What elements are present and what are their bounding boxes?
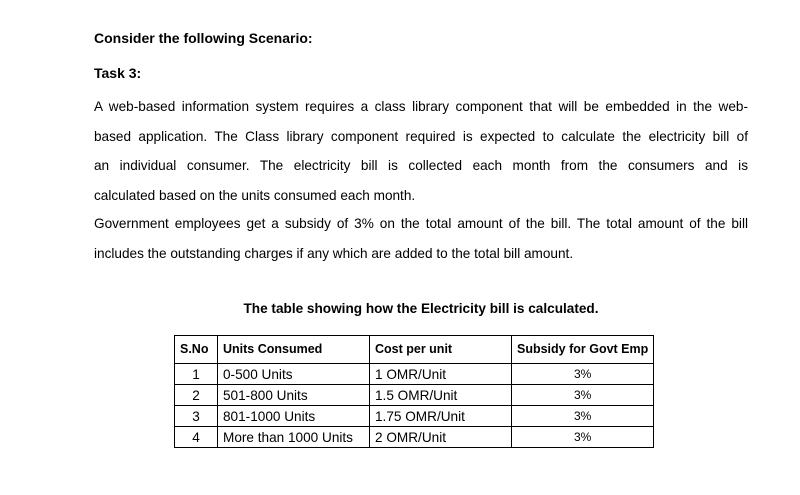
header-cost-per-unit: Cost per unit	[370, 336, 512, 364]
cell-units: 801-1000 Units	[218, 406, 370, 427]
cell-units: 0-500 Units	[218, 364, 370, 385]
paragraph-line: calculated based on the units consumed each month.	[94, 187, 416, 203]
cell-sno: 3	[175, 406, 218, 427]
cell-units: 501-800 Units	[218, 385, 370, 406]
paragraph-line: A web-based information system requires a class library component that will be embedded in the web-	[94, 99, 748, 114]
cell-cost: 1 OMR/Unit	[370, 364, 512, 385]
cell-subsidy: 3%	[512, 385, 654, 406]
cell-cost: 2 OMR/Unit	[370, 427, 512, 448]
subsidy-paragraph	[94, 209, 748, 268]
table-row	[175, 406, 654, 427]
table-row	[175, 385, 654, 406]
cell-subsidy: 3%	[512, 364, 654, 385]
cell-cost: 1.75 OMR/Unit	[370, 406, 512, 427]
scenario-paragraph	[94, 92, 748, 210]
cell-sno: 4	[175, 427, 218, 448]
cell-cost: 1.5 OMR/Unit	[370, 385, 512, 406]
table-row	[175, 364, 654, 385]
task-heading: Task 3:	[94, 65, 142, 81]
header-sno: S.No	[175, 336, 218, 364]
cell-subsidy: 3%	[512, 406, 654, 427]
paragraph-line: based application. The Class library component required is expected to calculate the electricity bill of	[94, 128, 748, 144]
paragraph-line: an individual consumer. The electricity bill is collected each month from the consumers and is	[94, 158, 748, 173]
table-header-row	[175, 336, 654, 364]
scenario-heading: Consider the following Scenario:	[94, 30, 313, 46]
paragraph-line: includes the outstanding charges if any which are added to the total bill amount.	[94, 245, 574, 261]
header-subsidy: Subsidy for Govt Emp	[512, 336, 654, 364]
table-row	[175, 427, 654, 448]
cell-sno: 2	[175, 385, 218, 406]
paragraph-line: Government employees get a subsidy of 3% on the total amount of the bill. The total amount of the bill	[94, 216, 748, 231]
electricity-bill-table	[174, 335, 654, 448]
cell-subsidy: 3%	[512, 427, 654, 448]
table-caption: The table showing how the Electricity bill is calculated.	[243, 301, 599, 316]
cell-sno: 1	[175, 364, 218, 385]
header-units-consumed: Units Consumed	[218, 336, 370, 364]
cell-units: More than 1000 Units	[218, 427, 370, 448]
